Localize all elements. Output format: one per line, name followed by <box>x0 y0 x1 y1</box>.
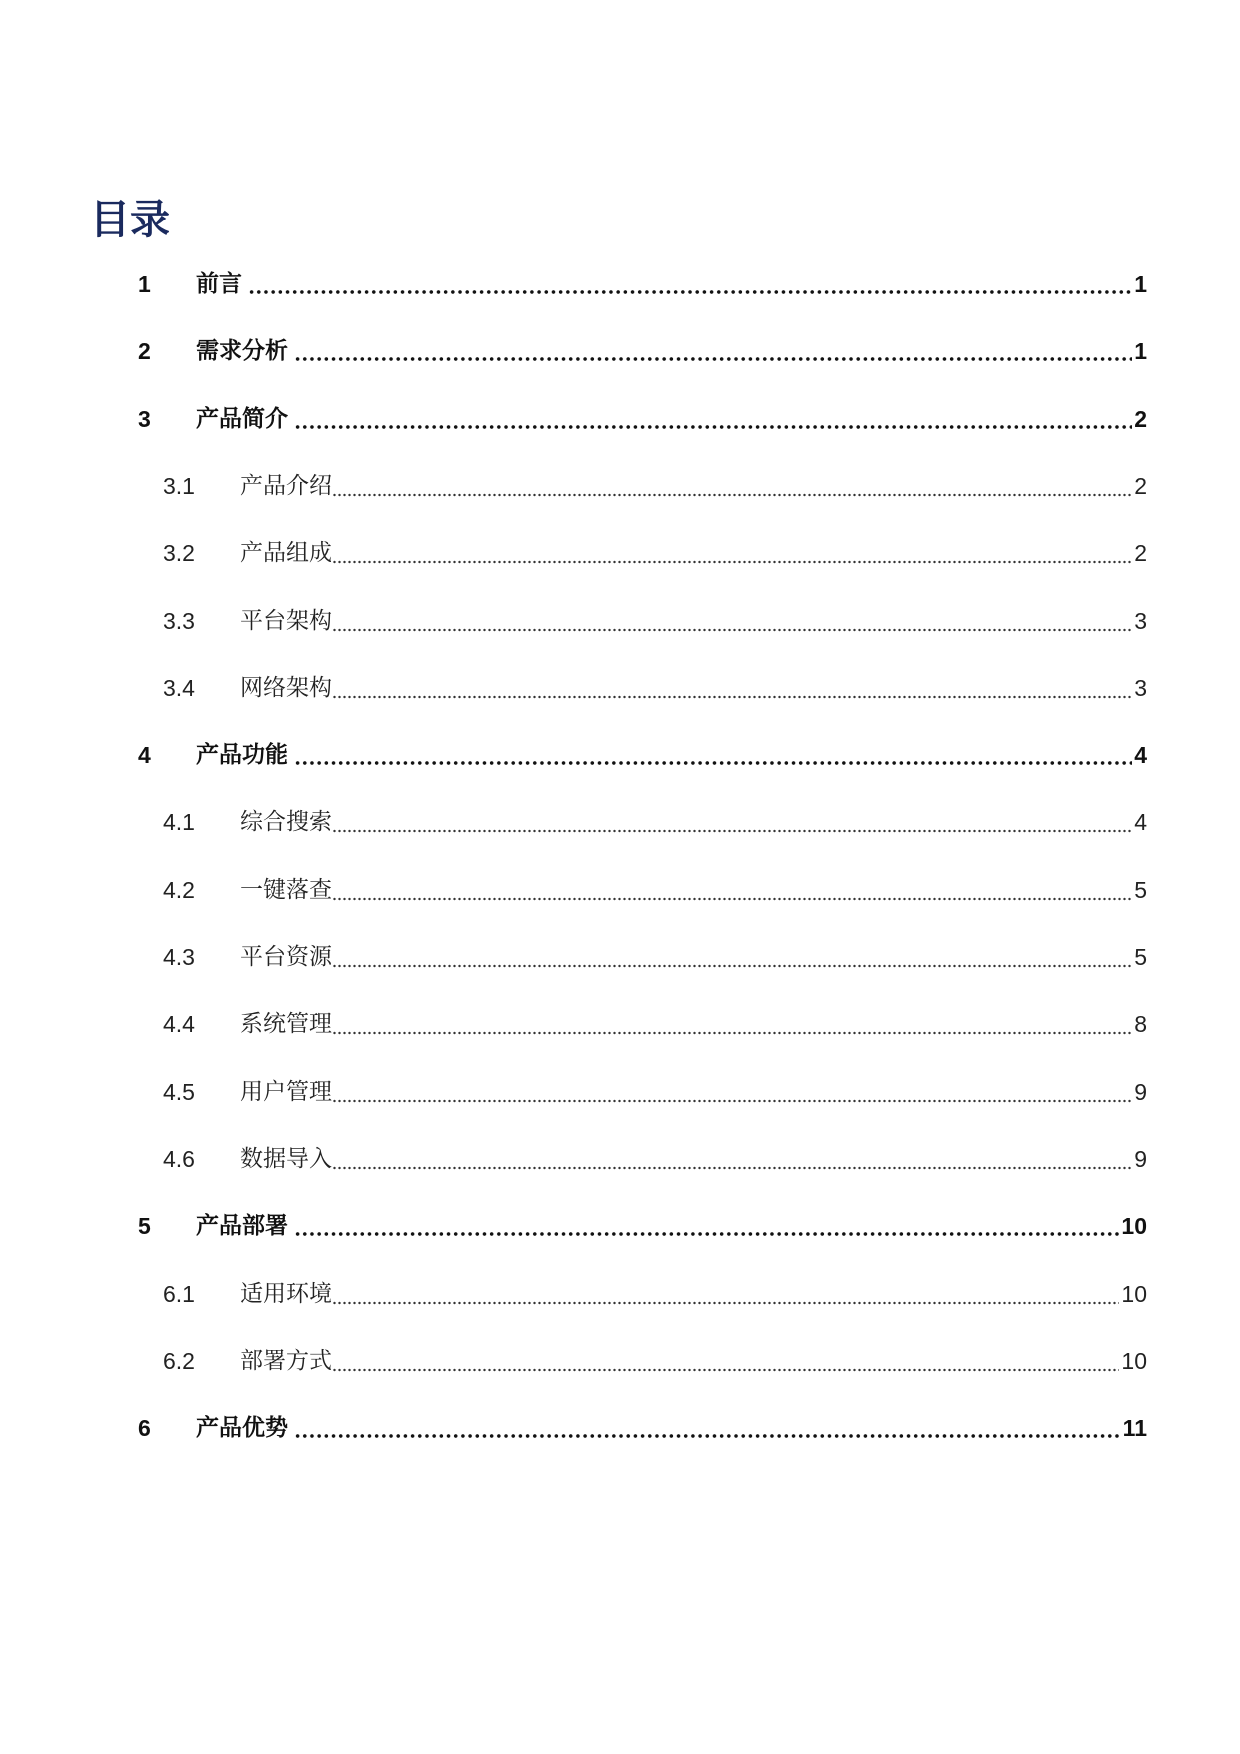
toc-entry-number: 4.6 <box>163 1145 195 1172</box>
toc-dot-leader <box>332 601 1132 633</box>
toc-entry[interactable] <box>163 660 1147 704</box>
toc-entry-page: 2 <box>1134 540 1147 567</box>
toc-entry-number: 6 <box>138 1415 151 1442</box>
toc-entry-page: 3 <box>1134 674 1147 701</box>
toc-dot-leader <box>294 1206 1119 1238</box>
toc-entry-number: 4.4 <box>163 1011 195 1038</box>
toc-dot-leader <box>332 937 1132 969</box>
toc-entry-page: 10 <box>1121 1347 1147 1374</box>
toc-dot-leader <box>332 1004 1132 1036</box>
toc-entry[interactable] <box>163 1131 1147 1175</box>
toc-dot-leader <box>332 1139 1132 1171</box>
toc-entry-label: 产品简介 <box>196 405 288 432</box>
toc-entry-page: 10 <box>1121 1213 1147 1240</box>
toc-entry[interactable] <box>138 391 1147 435</box>
toc-dot-leader <box>332 466 1132 498</box>
toc-entry-number: 4.5 <box>163 1078 195 1105</box>
toc-entry-page: 4 <box>1134 742 1147 769</box>
toc-entry-label: 部署方式 <box>240 1347 332 1374</box>
toc-entry[interactable] <box>138 323 1147 367</box>
toc-entry-number: 5 <box>138 1213 151 1240</box>
toc-entry-number: 3.1 <box>163 472 195 499</box>
toc-entry[interactable] <box>163 525 1147 569</box>
toc-entry[interactable] <box>163 593 1147 637</box>
toc-entry-page: 1 <box>1134 338 1147 365</box>
toc-entry-label: 需求分析 <box>196 338 288 365</box>
toc-entry-page: 9 <box>1134 1078 1147 1105</box>
toc-entry-page: 8 <box>1134 1011 1147 1038</box>
toc-entry-page: 2 <box>1134 472 1147 499</box>
toc-entry-number: 4.1 <box>163 809 195 836</box>
toc-dot-leader <box>332 870 1132 902</box>
toc-entry-page: 5 <box>1134 876 1147 903</box>
toc-dot-leader <box>294 399 1132 431</box>
toc-dot-leader <box>294 331 1132 363</box>
toc-entry-page: 9 <box>1134 1145 1147 1172</box>
toc-dot-leader <box>332 1341 1119 1373</box>
toc-entry-label: 综合搜索 <box>240 809 332 836</box>
toc-entry-label: 前言 <box>196 271 242 297</box>
toc-dot-leader <box>294 735 1132 767</box>
toc-entry-label: 系统管理 <box>240 1011 332 1038</box>
toc-entry-page: 5 <box>1134 944 1147 970</box>
toc-entry-number: 3.2 <box>163 540 195 567</box>
toc-entry[interactable] <box>138 1198 1147 1242</box>
toc-entry-label: 平台架构 <box>240 607 332 634</box>
toc-entry[interactable] <box>138 1400 1147 1444</box>
toc-entry-page: 11 <box>1122 1415 1147 1442</box>
toc-dot-leader <box>294 1408 1121 1440</box>
toc-entry-page: 4 <box>1134 809 1147 836</box>
toc-entry-number: 6.2 <box>163 1347 195 1374</box>
toc-dot-leader <box>332 1274 1119 1306</box>
toc-entry-label: 一键落查 <box>240 876 332 903</box>
toc-entry[interactable] <box>138 256 1147 300</box>
toc-entry-label: 产品功能 <box>196 742 288 769</box>
toc-entry[interactable] <box>163 1064 1147 1108</box>
toc-entry-label: 适用环境 <box>240 1280 332 1307</box>
toc-entry-number: 3.3 <box>163 607 195 634</box>
toc-dot-leader <box>332 533 1132 565</box>
toc-entry-number: 2 <box>138 338 151 365</box>
toc-entry-number: 3.4 <box>163 674 195 701</box>
toc-title: 目录 <box>90 197 170 243</box>
toc-entry[interactable] <box>163 862 1147 906</box>
toc-entry-number: 4 <box>138 742 151 769</box>
toc-entry-label: 产品介绍 <box>240 472 332 499</box>
toc-entry-number: 1 <box>138 271 151 297</box>
toc-dot-leader <box>248 264 1132 296</box>
toc-entry[interactable] <box>138 727 1147 771</box>
toc-entry-page: 2 <box>1134 405 1147 432</box>
toc-entry[interactable] <box>163 929 1147 973</box>
toc-entry-page: 10 <box>1121 1280 1147 1307</box>
toc-entry-label: 数据导入 <box>240 1145 332 1172</box>
toc-entry[interactable] <box>163 794 1147 838</box>
toc-entry-label: 产品优势 <box>196 1415 288 1442</box>
toc-entry[interactable] <box>163 996 1147 1040</box>
toc-entry[interactable] <box>163 1266 1147 1310</box>
toc-entry-number: 3 <box>138 405 151 432</box>
toc-dot-leader <box>332 802 1132 834</box>
toc-dot-leader <box>332 668 1132 700</box>
toc-entry-label: 用户管理 <box>240 1078 332 1105</box>
toc-entry-number: 4.3 <box>163 944 195 970</box>
toc-entry-label: 网络架构 <box>240 674 332 701</box>
toc-entry-page: 1 <box>1134 271 1147 297</box>
toc-entry[interactable] <box>163 1333 1147 1377</box>
toc-entry-label: 平台资源 <box>240 944 332 970</box>
toc-entry-label: 产品组成 <box>240 540 332 567</box>
toc-entry-number: 4.2 <box>163 876 195 903</box>
toc-entry[interactable] <box>163 458 1147 502</box>
toc-entry-page: 3 <box>1134 607 1147 634</box>
toc-entry-number: 6.1 <box>163 1280 195 1307</box>
toc-entry-label: 产品部署 <box>196 1213 288 1240</box>
toc-dot-leader <box>332 1072 1132 1104</box>
